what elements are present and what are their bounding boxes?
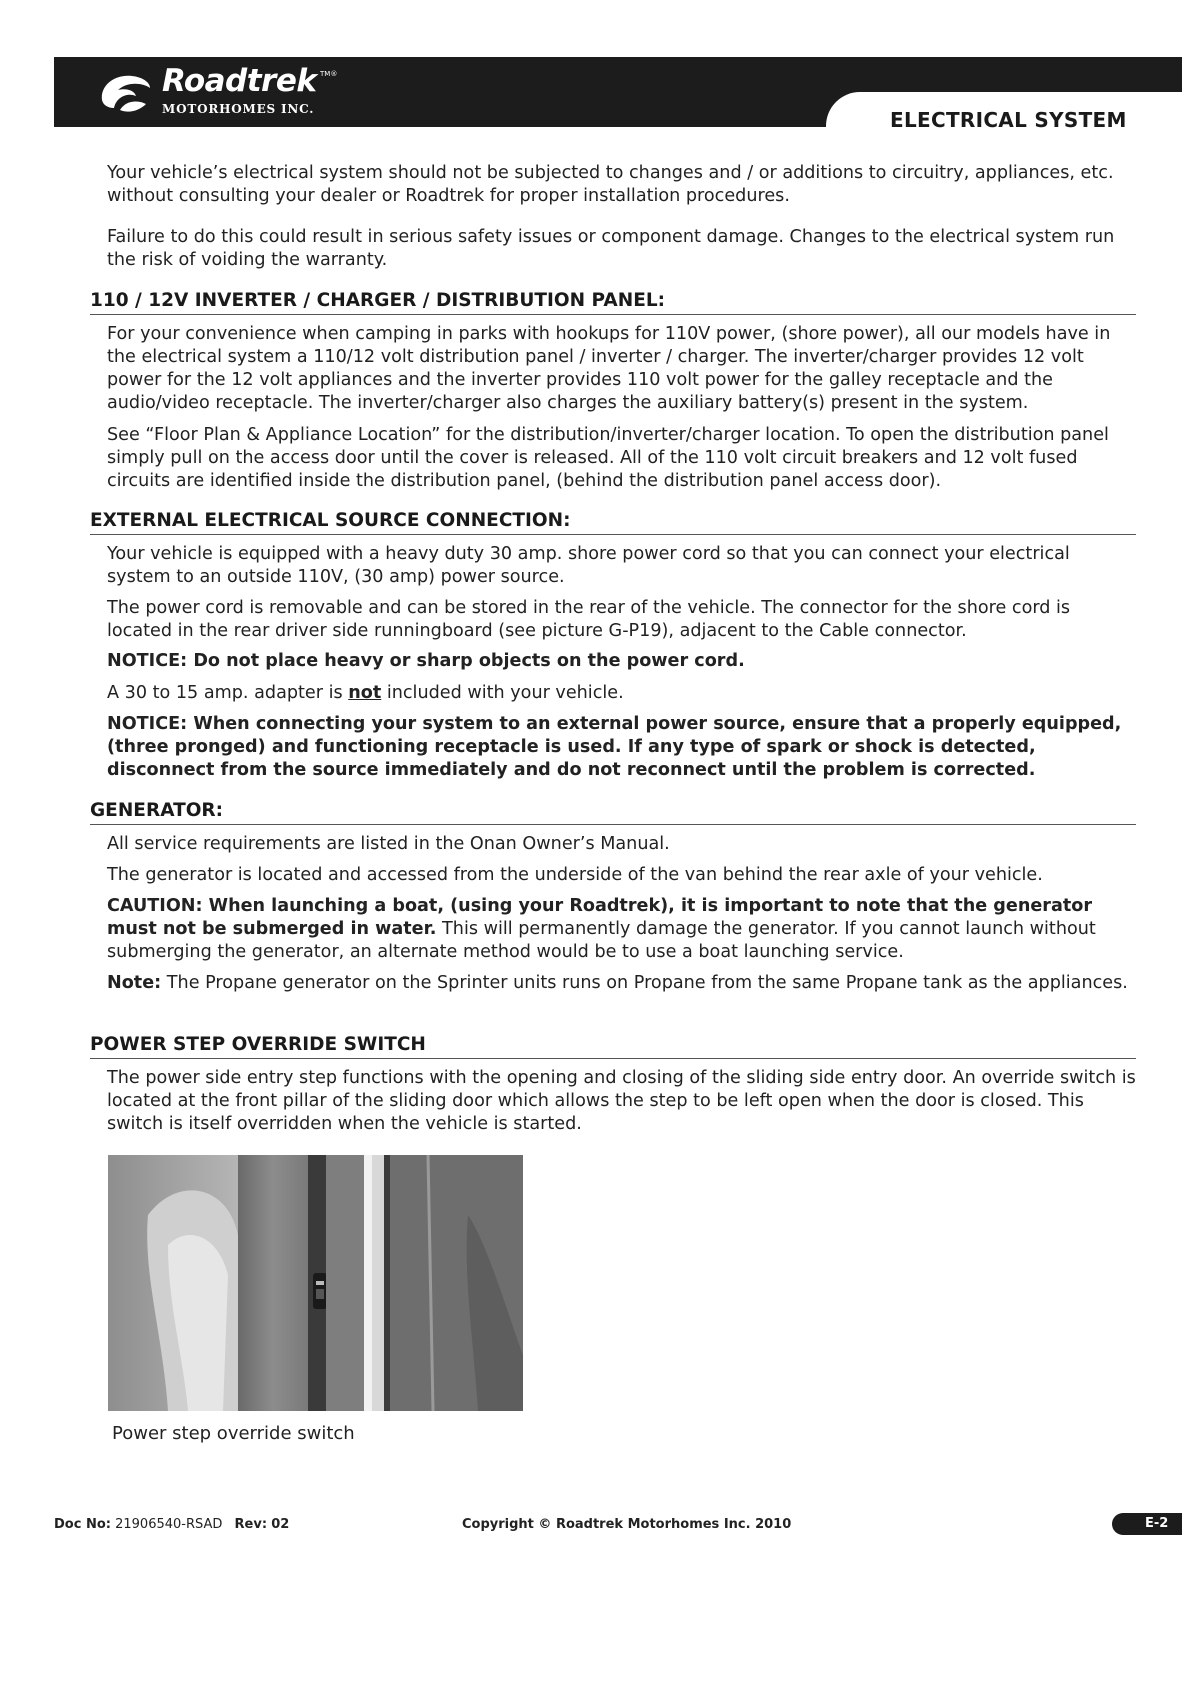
logo-wordmark: Roadtrek [162,63,317,99]
external-notice-2: NOTICE: When connecting your system to an external power source, ensure that a properly equipped, (three pronged) and functioning receptacle is used. If any type of spark or shock is detected, disconnect from the source immediately and do not reconnect until the problem is corrected. [107,714,1122,780]
rev-label: Rev: [234,1517,268,1532]
footer-doc-info [54,1517,289,1532]
logo-trademark: TM® [320,70,338,78]
generator-caution [107,895,1137,964]
generator-paragraph-2: The generator is located and accessed from the underside of the van behind the rear axle of your vehicle. [107,865,1043,885]
generator-paragraph-1: All service requirements are listed in the Onan Owner’s Manual. [107,834,670,854]
caution-bold: CAUTION: When launching a boat, (using your Roadtrek), it is important to note that the generator must not be submerged in water. [107,896,1093,939]
generator-note [107,972,1137,995]
adapter-text-pre: A 30 to 15 amp. adapter is [107,683,349,703]
override-switch-photo [108,1155,523,1411]
inverter-heading: 110 / 12V INVERTER / CHARGER / DISTRIBUTION PANEL: [90,290,1136,315]
intro-paragraph-1: Your vehicle’s electrical system should not be subjected to changes and / or additions to circuitry, appliances, etc. without consulting your dealer or Roadtrek for proper installation procedures. [107,163,1114,206]
generator-heading: GENERATOR: [90,800,1136,825]
external-paragraph-2: The power cord is removable and can be stored in the rear of the vehicle. The connector for the shore cord is located in the rear driver side runningboard (see picture G-P19), adjacent to the Cable connector. [107,598,1071,641]
roadtrek-logo-mark-icon [96,70,154,116]
photo-caption: Power step override switch [112,1423,355,1444]
adapter-not: not [348,683,382,703]
adapter-text-post: included with your vehicle. [381,683,624,703]
door-pillar-photo-graphic [108,1155,523,1411]
section-title: ELECTRICAL SYSTEM [890,108,1127,132]
inverter-paragraph-1: For your convenience when camping in parks with hookups for 110V power, (shore power), all our models have in the electrical system a 110/12 volt distribution panel / inverter / charger. The inverter/charger provides 12 volt power for the 12 volt appliances and the inverter provides 110 volt power for the galley receptacle and the audio/video receptacle. The inverter/charger also charges the auxiliary battery(s) present in the system. [107,324,1111,413]
roadtrek-logo [96,64,356,122]
logo-subtitle: MOTORHOMES INC. [162,102,315,116]
note-text: The Propane generator on the Sprinter units runs on Propane from the same Propane tank as the appliances. [161,973,1128,993]
doc-number: 21906540-RSAD [115,1517,223,1532]
footer-copyright: Copyright © Roadtrek Motorhomes Inc. 2010 [462,1517,792,1532]
adapter-paragraph [107,682,1137,705]
intro-paragraph-2: Failure to do this could result in serious safety issues or component damage. Changes to the electrical system run the risk of voiding the warranty. [107,227,1115,270]
note-label: Note: [107,973,162,993]
powerstep-paragraph: The power side entry step functions with the opening and closing of the sliding side entry door. An override switch is located at the front pillar of the sliding door which allows the step to be left open when the door is closed. This switch is itself overridden when the vehicle is started. [107,1068,1136,1134]
powerstep-heading: POWER STEP OVERRIDE SWITCH [90,1034,1136,1059]
caution-rest: This will permanently damage the generator. If you cannot launch without submerging the generator, an alternate method would be to use a boat launching service. [107,919,1096,962]
external-notice-1: NOTICE: Do not place heavy or sharp objects on the power cord. [107,651,745,671]
doc-label: Doc No: [54,1517,111,1532]
external-heading: EXTERNAL ELECTRICAL SOURCE CONNECTION: [90,510,1136,535]
external-paragraph-1: Your vehicle is equipped with a heavy duty 30 amp. shore power cord so that you can connect your electrical system to an outside 110V, (30 amp) power source. [107,544,1070,587]
rev-number: 02 [271,1517,290,1532]
inverter-paragraph-2: See “Floor Plan & Appliance Location” for the distribution/inverter/charger location. To open the distribution panel simply pull on the access door until the cover is released. All of the 110 volt circuit breakers and 12 volt fused circuits are identified inside the distribution panel, (behind the distribution panel access door). [107,425,1109,491]
page-number: E-2 [1145,1516,1169,1531]
